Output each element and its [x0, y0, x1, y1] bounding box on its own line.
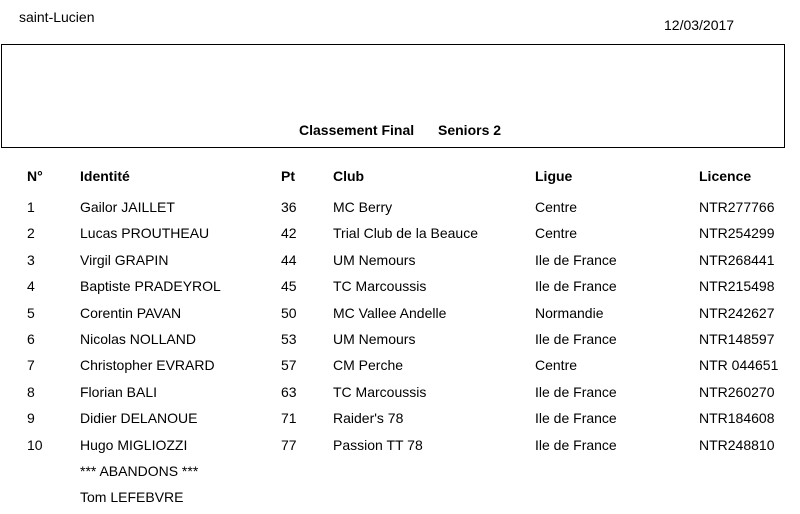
event-location: saint-Lucien — [19, 9, 95, 25]
row-ligue: Ile de France — [535, 383, 617, 400]
row-club: MC Vallee Andelle — [333, 304, 447, 321]
row-club: UM Nemours — [333, 330, 416, 347]
row-identity: Lucas PROUTHEAU — [80, 225, 210, 242]
table-row — [0, 197, 800, 223]
row-identity: Christopher EVRARD — [80, 357, 215, 374]
row-points: 71 — [281, 410, 297, 427]
table-row — [0, 435, 800, 461]
row-points: 45 — [281, 278, 297, 295]
row-number: 1 — [27, 199, 35, 215]
row-licence: NTR242627 — [699, 304, 775, 321]
row-ligue: Centre — [535, 199, 578, 215]
row-club: TC Marcoussis — [333, 383, 427, 400]
abandons-list — [0, 487, 800, 513]
row-points: 36 — [281, 199, 297, 215]
row-club: Raider's 78 — [333, 410, 404, 427]
row-club: UM Nemours — [333, 251, 416, 268]
row-licence: NTR268441 — [699, 251, 775, 268]
row-number: 2 — [27, 225, 35, 242]
table-row — [0, 408, 800, 434]
column-header-ligue: Ligue — [535, 168, 573, 184]
row-club: CM Perche — [333, 357, 404, 374]
row-points: 77 — [281, 436, 297, 453]
table-header-row — [0, 166, 800, 197]
table-body — [0, 197, 800, 461]
column-header-points: Pt — [281, 168, 295, 184]
column-header-licence: Licence — [699, 168, 752, 184]
row-identity: Didier DELANOUE — [80, 410, 198, 427]
abandons-label-row — [0, 461, 800, 487]
event-date: 12/03/2017 — [664, 17, 735, 33]
row-licence: NTR184608 — [699, 410, 775, 427]
row-licence: NTR260270 — [699, 383, 775, 400]
row-licence: NTR248810 — [699, 436, 775, 453]
abandon-name: Tom LEFEBVRE — [80, 489, 184, 506]
row-club: Passion TT 78 — [333, 436, 423, 453]
abandons-label: *** ABANDONS *** — [80, 462, 199, 479]
column-header-identity: Identité — [80, 168, 130, 184]
row-ligue: Ile de France — [535, 251, 617, 268]
title-main: Classement Final — [299, 122, 415, 138]
column-header-club: Club — [333, 168, 365, 184]
table-row — [0, 303, 800, 329]
row-points: 63 — [281, 383, 297, 400]
row-number: 6 — [27, 330, 35, 347]
table-row — [0, 355, 800, 381]
row-club: TC Marcoussis — [333, 278, 427, 295]
row-number: 9 — [27, 410, 35, 427]
row-points: 57 — [281, 357, 297, 374]
row-identity: Nicolas NOLLAND — [80, 330, 196, 347]
row-ligue: Centre — [535, 225, 578, 242]
row-identity: Baptiste PRADEYROL — [80, 278, 221, 295]
title-category: Seniors 2 — [438, 122, 502, 138]
row-identity: Gailor JAILLET — [80, 199, 175, 215]
row-ligue: Ile de France — [535, 278, 617, 295]
row-licence: NTR215498 — [699, 278, 775, 295]
row-club: MC Berry — [333, 199, 393, 215]
row-number: 5 — [27, 304, 35, 321]
row-licence: NTR254299 — [699, 225, 775, 242]
results-table — [0, 166, 800, 514]
row-licence: NTR148597 — [699, 330, 775, 347]
row-identity: Florian BALI — [80, 383, 158, 400]
row-number: 10 — [27, 436, 43, 453]
row-points: 44 — [281, 251, 297, 268]
abandon-row — [0, 487, 800, 513]
row-points: 42 — [281, 225, 297, 242]
row-identity: Hugo MIGLIOZZI — [80, 436, 188, 453]
table-row — [0, 276, 800, 302]
row-points: 53 — [281, 330, 297, 347]
row-number: 3 — [27, 251, 35, 268]
row-ligue: Ile de France — [535, 436, 617, 453]
table-row — [0, 382, 800, 408]
row-ligue: Ile de France — [535, 410, 617, 427]
row-number: 4 — [27, 278, 35, 295]
table-row — [0, 329, 800, 355]
row-licence: NTR277766 — [699, 199, 775, 215]
row-points: 50 — [281, 304, 297, 321]
row-club: Trial Club de la Beauce — [333, 225, 479, 242]
row-ligue: Ile de France — [535, 330, 617, 347]
row-licence: NTR 044651 — [699, 357, 779, 374]
row-number: 8 — [27, 383, 35, 400]
row-ligue: Normandie — [535, 304, 604, 321]
row-identity: Corentin PAVAN — [80, 304, 182, 321]
row-identity: Virgil GRAPIN — [80, 251, 169, 268]
table-row — [0, 223, 800, 249]
column-header-num: N° — [27, 168, 43, 184]
row-ligue: Centre — [535, 357, 578, 374]
row-number: 7 — [27, 357, 35, 374]
table-row — [0, 250, 800, 276]
